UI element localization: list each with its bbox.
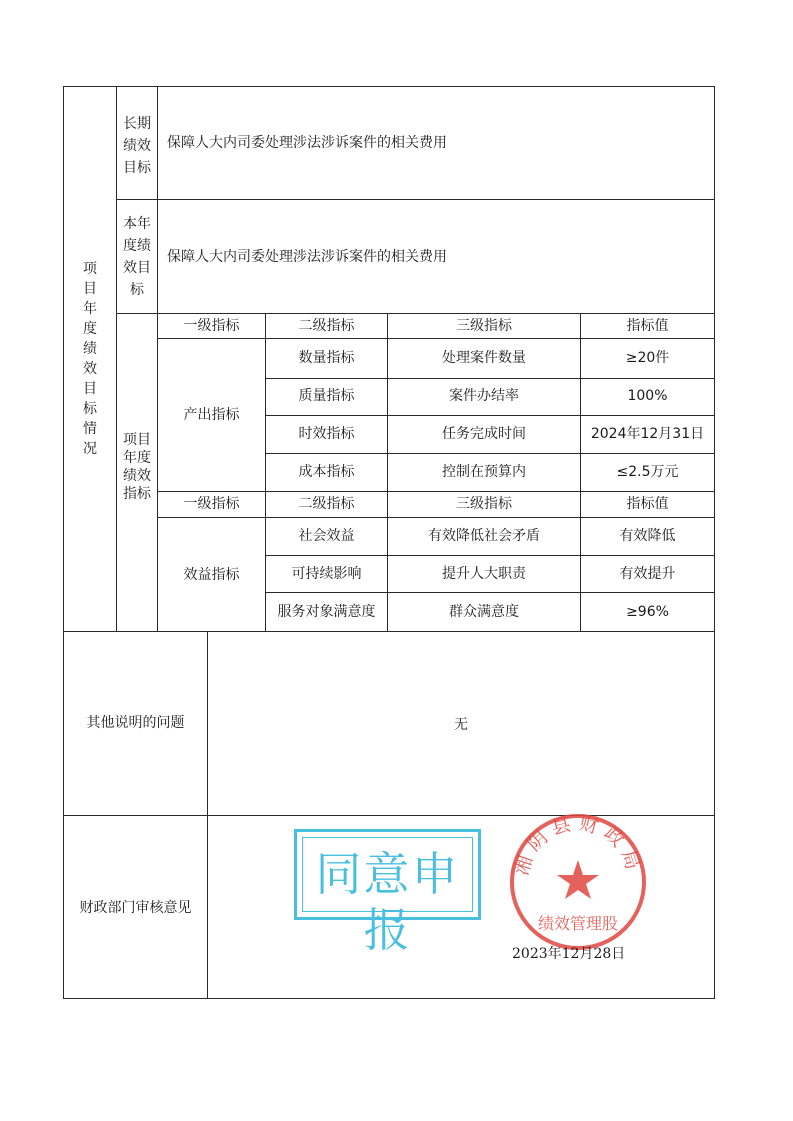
benefit-row-level2: 服务对象满意度: [277, 604, 376, 620]
line-top: [63, 86, 715, 87]
output-row-level2: 质量指标: [298, 388, 355, 404]
line-hdr2-bottom: [157, 517, 715, 518]
line-col-sublabel: [157, 86, 158, 632]
review-date: 2023年12月28日: [512, 946, 626, 962]
output-row-level2: 数量指标: [298, 350, 355, 366]
line-col-other: [207, 631, 208, 999]
benefit-row-level2: 社会效益: [298, 528, 355, 544]
long-term-goal-label: 长期 绩效 目标: [123, 116, 151, 176]
output-row-level2: 时效指标: [298, 426, 355, 442]
header1-level1: 一级指标: [183, 318, 240, 334]
header2-level2: 二级指标: [298, 496, 355, 512]
benefit-row-level3: 有效降低社会矛盾: [428, 528, 540, 544]
line-out3: [265, 453, 715, 454]
output-row-level3: 案件办结率: [449, 388, 519, 404]
output-row-level3: 处理案件数量: [442, 350, 526, 366]
header1-level3: 三级指标: [456, 318, 512, 334]
benefit-row-value: 有效降低: [619, 528, 676, 544]
svg-text:绩效管理股: 绩效管理股: [537, 914, 619, 933]
header2-level3: 三级指标: [456, 496, 512, 512]
project-goal-label: 项 目 年 度 绩 效 目 标 情 况: [83, 261, 97, 457]
long-term-goal-content: 保障人大内司委处理涉法涉诉案件的相关费用: [167, 135, 447, 151]
header1-level2: 二级指标: [298, 318, 355, 334]
line-ben1: [265, 555, 715, 556]
line-section1-bottom: [63, 631, 715, 632]
svg-text:湘阴县财政局: 湘阴县财政局: [510, 812, 646, 878]
output-indicator-label: 产出指标: [183, 407, 240, 423]
header2-value: 指标值: [626, 496, 669, 512]
indicators-label: 项目 年度 绩效 指标: [123, 432, 151, 502]
approval-stamp: [294, 829, 481, 957]
benefit-row-value: 有效提升: [619, 566, 676, 582]
output-row-level3: 控制在预算内: [442, 464, 526, 480]
line-left: [63, 86, 64, 999]
line-row2: [116, 313, 715, 314]
official-seal-icon: [508, 812, 648, 952]
output-row-value: 2024年12月31日: [590, 426, 705, 442]
output-row-level3: 任务完成时间: [442, 426, 526, 442]
line-right: [714, 86, 715, 999]
output-row-value: 100%: [627, 388, 668, 404]
benefit-row-level2: 可持续影响: [291, 566, 362, 582]
other-notes-label: 其他说明的问题: [86, 715, 185, 731]
line-out1: [265, 378, 715, 379]
line-hdr1: [157, 338, 715, 339]
benefit-row-level3: 提升人大职责: [442, 566, 526, 582]
annual-goal-content: 保障人大内司委处理涉法涉诉案件的相关费用: [167, 249, 447, 265]
line-ben2: [265, 592, 715, 593]
output-row-level2: 成本指标: [298, 464, 355, 480]
line-row1: [116, 199, 715, 200]
line-out2: [265, 415, 715, 416]
header1-value: 指标值: [626, 318, 669, 334]
output-row-value: ≤2.5万元: [616, 464, 679, 480]
other-notes-content: 无: [454, 717, 468, 733]
benefit-row-level3: 群众满意度: [449, 604, 519, 620]
output-row-value: ≥20件: [625, 350, 670, 366]
header2-level1: 一级指标: [183, 496, 240, 512]
line-hdr2-top: [157, 491, 715, 492]
benefit-indicator-label: 效益指标: [183, 567, 240, 583]
annual-goal-label: 本年 度绩 效目 标: [123, 216, 151, 298]
approval-stamp-text: 同意申报: [315, 847, 460, 957]
benefit-row-value: ≥96%: [626, 604, 669, 620]
line-bottom: [63, 998, 715, 999]
finance-review-label: 财政部门审核意见: [79, 900, 192, 916]
